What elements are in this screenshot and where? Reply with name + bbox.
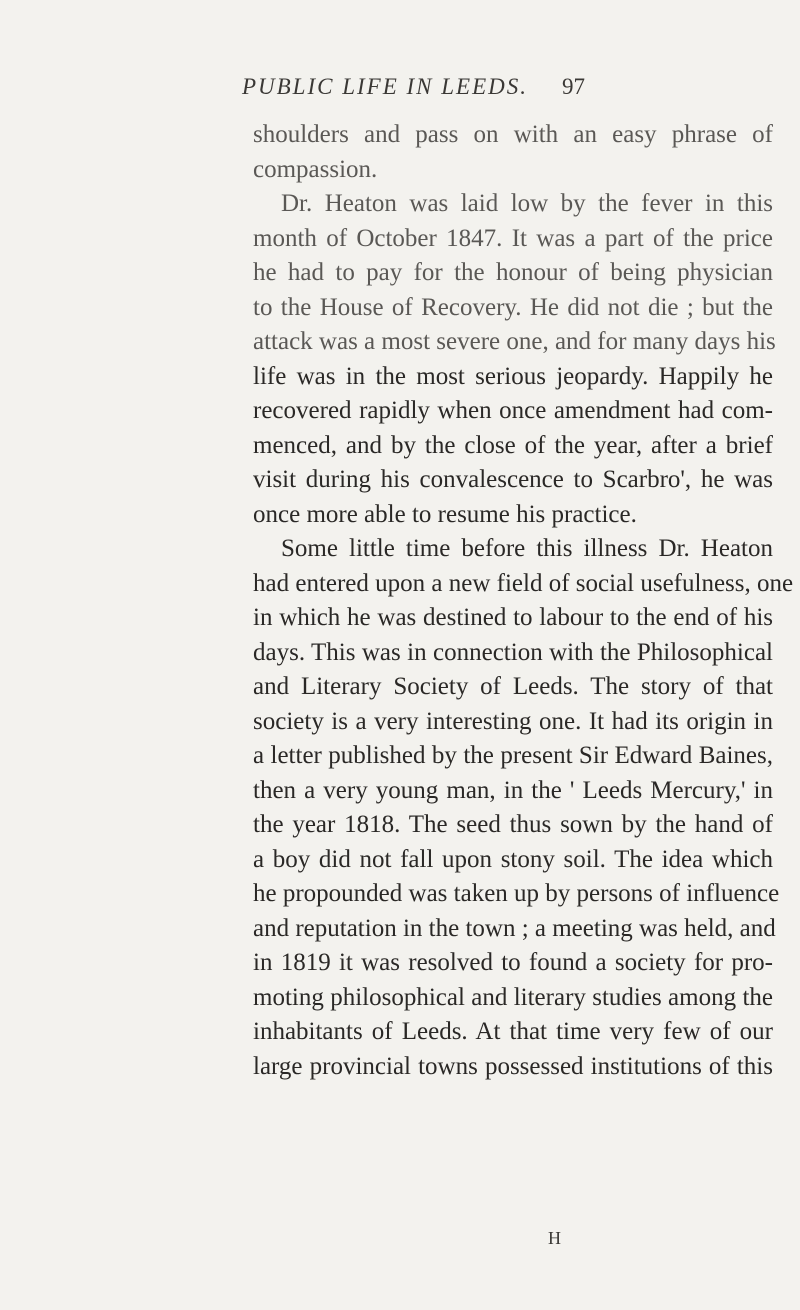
text-line: visit during his convalescence to Scarbro', he was [253,466,773,493]
text-line: in which he was destined to labour to the end of his [253,604,773,631]
text-line: compassion. [253,155,378,183]
text-line: a letter published by the present Sir Edward Baines, [253,742,773,769]
text-line: once more able to resume his practice. [253,500,637,528]
text-line: and Literary Society of Leeds. The story of that [253,673,773,700]
signature-mark: H [548,1228,561,1248]
running-title: PUBLIC LIFE IN LEEDS. [241,74,529,99]
text-line: a boy did not fall upon stony soil. The idea which [253,845,773,873]
text-line: inhabitants of Leeds. At that time very few of our [253,1018,773,1045]
text-line: recovered rapidly when once amendment had com- [253,397,773,424]
page-number: 97 [562,74,585,99]
text-line: to the House of Recovery. He did not die ; but the [253,293,773,321]
paragraph-start-line: Dr. Heaton was laid low by the fever in this [281,190,773,217]
text-line: society is a very interesting one. It had its origin in [253,707,773,735]
text-line: life was in the most serious jeopardy. Happily he [253,362,773,390]
text-line: had entered upon a new field of social usefulness, one [253,569,794,597]
running-header [0,74,800,114]
body-text [253,118,794,1084]
text-line: moting philosophical and literary studies among the [253,983,773,1011]
text-line: he had to pay for the honour of being physician [253,259,773,286]
text-line: then a very young man, in the ' Leeds Mercury,' in [253,776,773,804]
text-line: large provincial towns possessed institutions of this [253,1052,773,1080]
text-line: in 1819 it was resolved to found a society for pro- [253,949,773,976]
text-line: and reputation in the town ; a meeting was held, and [253,914,776,942]
text-line: days. This was in connection with the Philosophical [253,638,773,666]
paragraph-start-line: Some little time before this illness Dr. Heaton [281,535,773,562]
text-line: he propounded was taken up by persons of influence [253,880,780,907]
text-line: attack was a most severe one, and for many days his [253,328,776,355]
text-line: shoulders and pass on with an easy phrase of [253,121,773,148]
text-line: menced, and by the close of the year, after a brief [253,431,773,459]
text-line: month of October 1847. It was a part of the price [253,224,773,252]
text-line: the year 1818. The seed thus sown by the hand of [253,811,773,838]
